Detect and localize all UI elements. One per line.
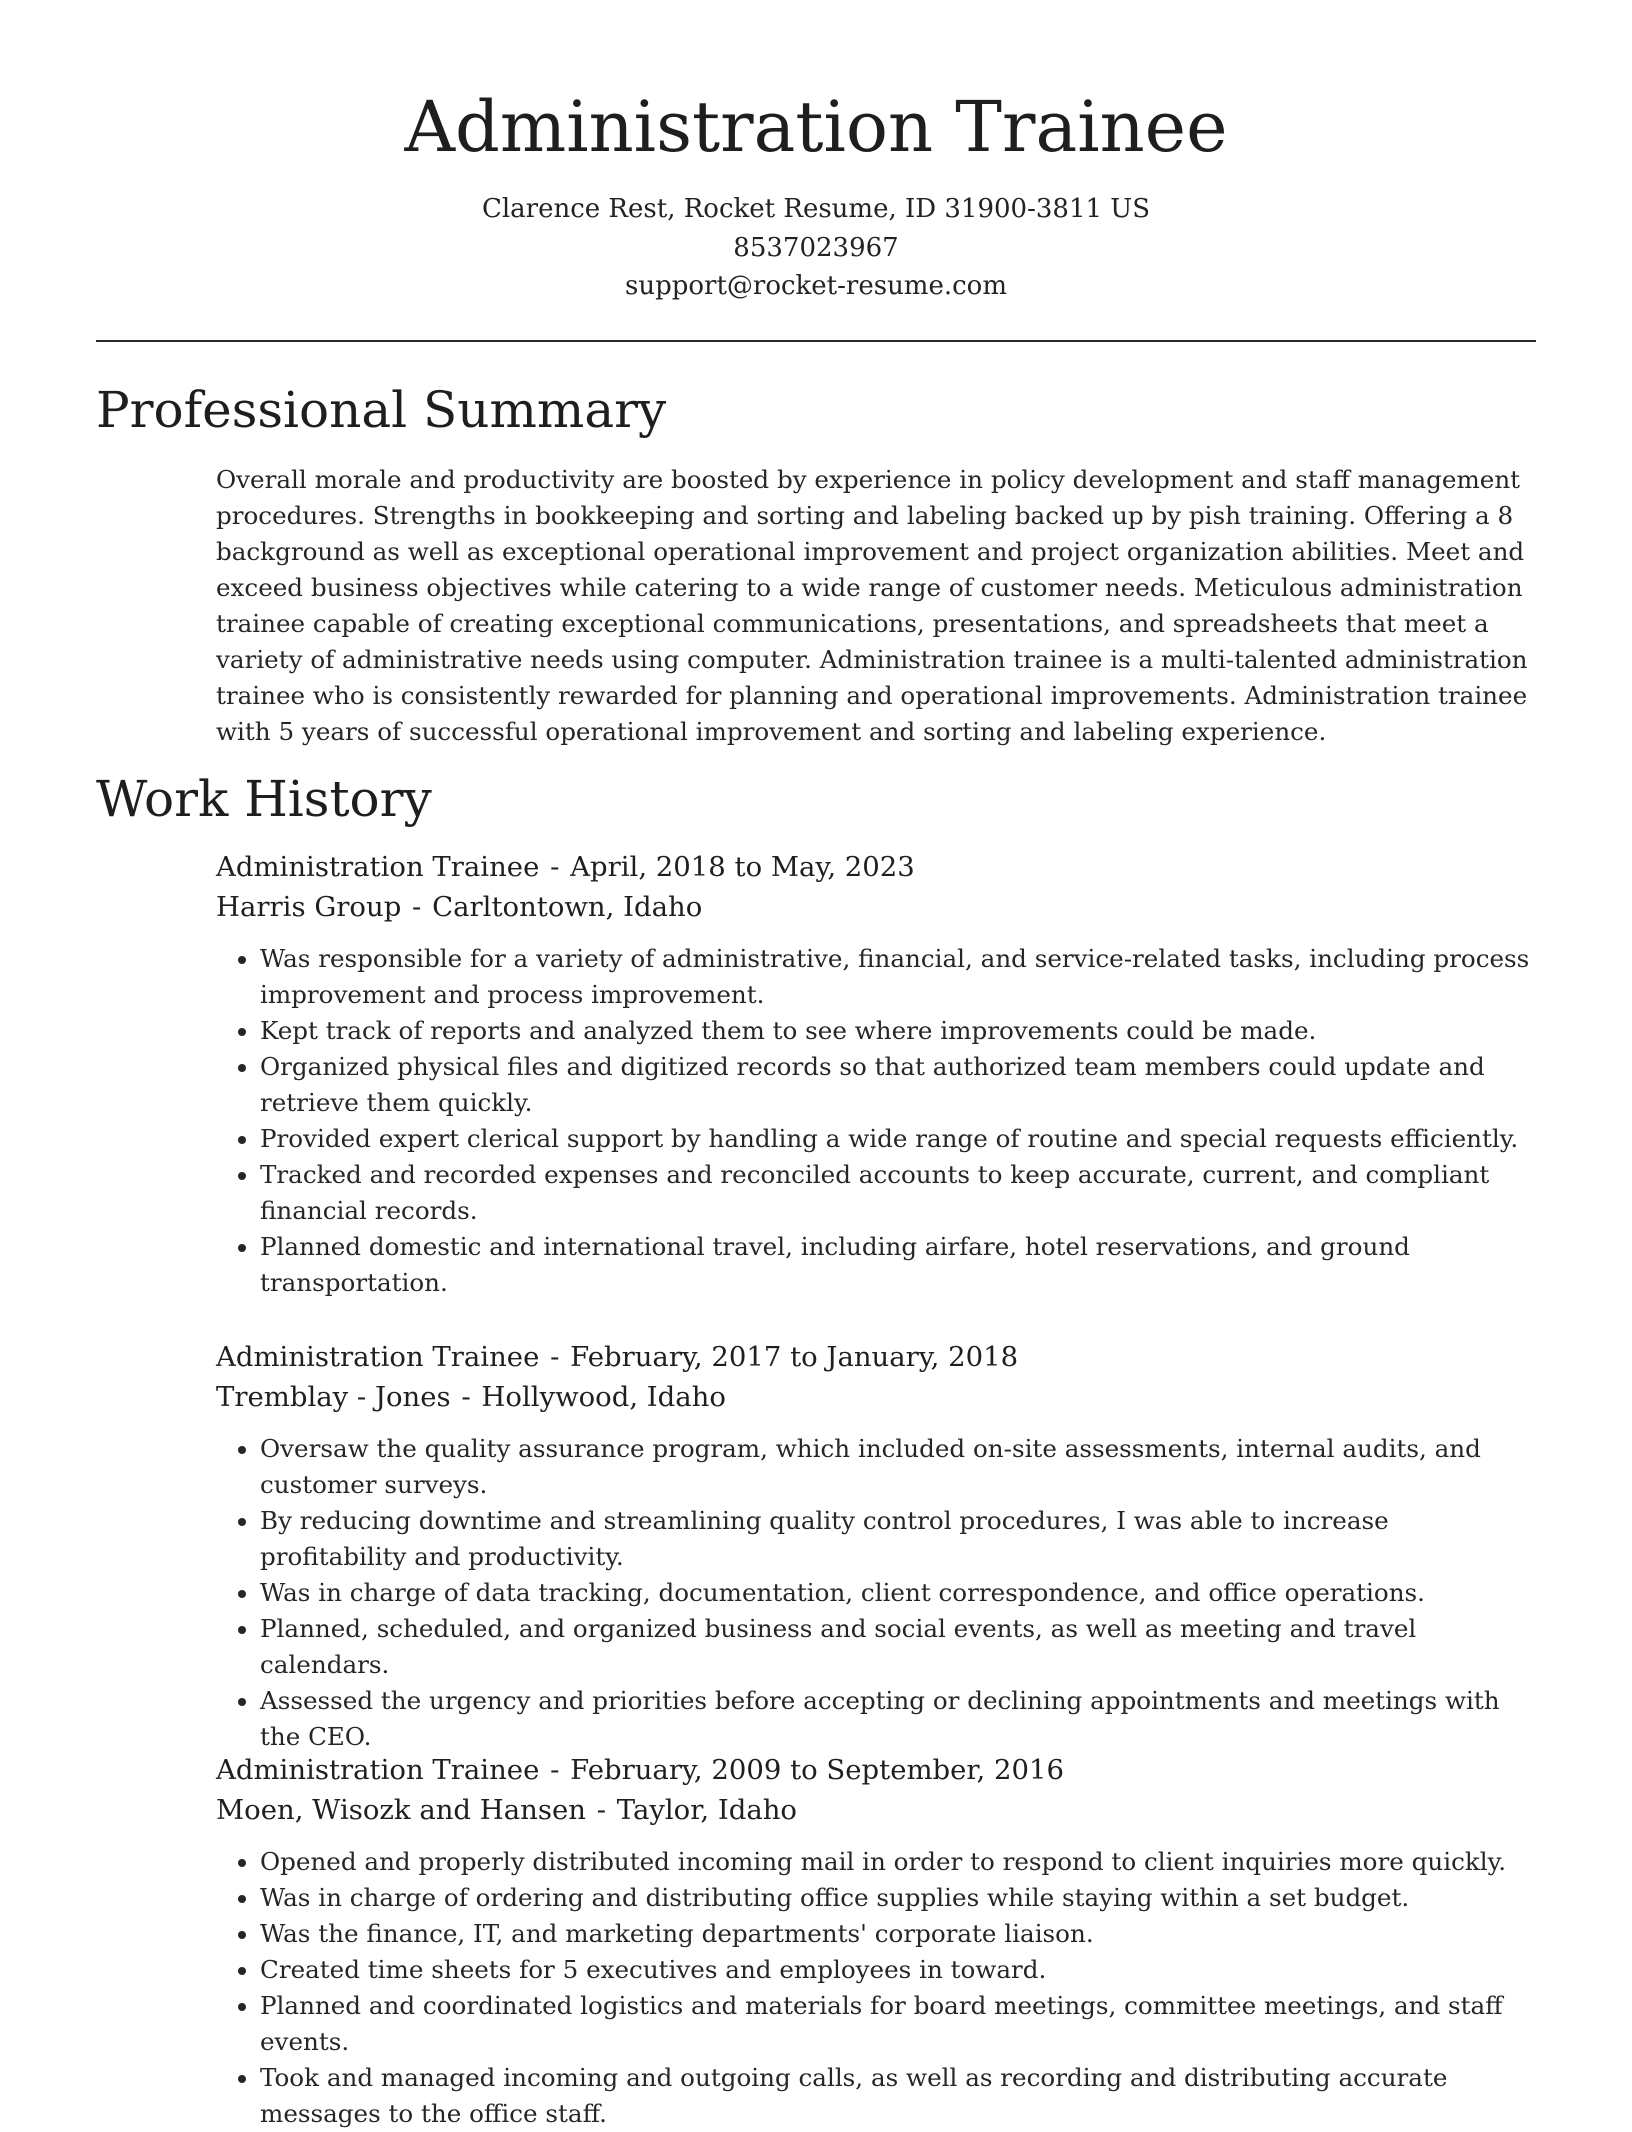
list-item: • Opened and properly distributed incoming mail in order to respond to client inquiries more quickly. <box>260 1844 1542 1880</box>
job-bullets <box>216 1431 1542 1755</box>
list-item: • Kept track of reports and analyzed them to see where improvements could be made. <box>260 1013 1542 1049</box>
list-item: • Provided expert clerical support by handling a wide range of routine and special requests efficiently. <box>260 1121 1542 1157</box>
job-dates: February, 2009 to September, 2016 <box>570 1754 1065 1786</box>
job-title-line <box>216 1750 1542 1790</box>
list-item: • Created time sheets for 5 executives and employees in toward. <box>260 1952 1542 1988</box>
list-item: • Assessed the urgency and priorities before accepting or declining appointments and meetings with the CEO. <box>260 1683 1542 1755</box>
summary-text: Overall morale and productivity are boosted by experience in policy development and staff management procedures. Strengths in bookkeeping and sorting and labeling backed up by pish training. Offering a 8 background as well as exceptional operational improvement and project organization abilities. Meet and exceed business objectives while catering to a wide range of customer needs. Meticulous administration trainee capable of creating exceptional communications, presentations, and spreadsheets that meet a variety of administrative needs using computer. Administration trainee is a multi-talented administration trainee who is consistently rewarded for planning and operational improvements. Administration trainee with 5 years of successful operational improvement and sorting and labeling experience. <box>216 465 1528 746</box>
list-item: • Was in charge of data tracking, documentation, client correspondence, and office operations. <box>260 1575 1542 1611</box>
job-location: Hollywood, Idaho <box>481 1381 726 1413</box>
job-company: Harris Group <box>216 891 402 923</box>
job-title-line <box>216 847 1542 887</box>
job-bullets <box>216 1844 1542 2132</box>
list-item: • Was in charge of ordering and distributing office supplies while staying within a set budget. <box>260 1880 1542 1916</box>
job-entry <box>216 847 1542 1301</box>
job-entry <box>216 1750 1542 2132</box>
contact-phone: 8537023967 <box>733 233 899 263</box>
candidate-name: Administration Trainee <box>404 86 1228 168</box>
job-location: Taylor, Idaho <box>616 1794 797 1826</box>
job-company: Tremblay - Jones <box>216 1381 451 1413</box>
job-title: Administration Trainee <box>216 851 540 883</box>
separator: - <box>587 1794 615 1826</box>
job-dates: April, 2018 to May, 2023 <box>570 851 915 883</box>
contact-email: support@rocket-resume.com <box>624 271 1007 301</box>
list-item: • Oversaw the quality assurance program, which included on-site assessments, internal audits, and customer surveys. <box>260 1431 1542 1503</box>
job-company: Moen, Wisozk and Hansen <box>216 1794 586 1826</box>
list-item: • Took and managed incoming and outgoing calls, as well as recording and distributing accurate messages to the office staff. <box>260 2060 1542 2132</box>
separator: - <box>541 1754 569 1786</box>
list-item: • Planned and coordinated logistics and materials for board meetings, committee meetings, and staff events. <box>260 1988 1542 2060</box>
job-bullets <box>216 941 1542 1301</box>
list-item: • Planned domestic and international travel, including airfare, hotel reservations, and ground transportation. <box>260 1229 1542 1301</box>
list-item: • Was the finance, IT, and marketing departments' corporate liaison. <box>260 1916 1542 1952</box>
job-company-line <box>216 887 1542 927</box>
section-heading-summary: Professional Summary <box>96 381 667 439</box>
separator: - <box>452 1381 480 1413</box>
header-divider <box>96 340 1536 342</box>
section-heading-work-history: Work History <box>96 770 432 828</box>
job-company-line <box>216 1377 1542 1417</box>
job-company-line <box>216 1790 1542 1830</box>
job-title-line <box>216 1337 1542 1377</box>
job-entry <box>216 1337 1542 1755</box>
job-title: Administration Trainee <box>216 1754 540 1786</box>
job-title: Administration Trainee <box>216 1341 540 1373</box>
list-item: • Was responsible for a variety of administrative, financial, and service-related tasks, including process improvement and process improvement. <box>260 941 1542 1013</box>
separator: - <box>403 891 431 923</box>
separator: - <box>541 851 569 883</box>
job-dates: February, 2017 to January, 2018 <box>570 1341 1019 1373</box>
separator: - <box>541 1341 569 1373</box>
job-location: Carltontown, Idaho <box>432 891 703 923</box>
list-item: • Tracked and recorded expenses and reconciled accounts to keep accurate, current, and compliant financial records. <box>260 1157 1542 1229</box>
list-item: • Organized physical files and digitized records so that authorized team members could update and retrieve them quickly. <box>260 1049 1542 1121</box>
list-item: • Planned, scheduled, and organized business and social events, as well as meeting and travel calendars. <box>260 1611 1542 1683</box>
list-item: • By reducing downtime and streamlining quality control procedures, I was able to increase profitability and productivity. <box>260 1503 1542 1575</box>
contact-address: Clarence Rest, Rocket Resume, ID 31900-3811 US <box>481 194 1151 224</box>
